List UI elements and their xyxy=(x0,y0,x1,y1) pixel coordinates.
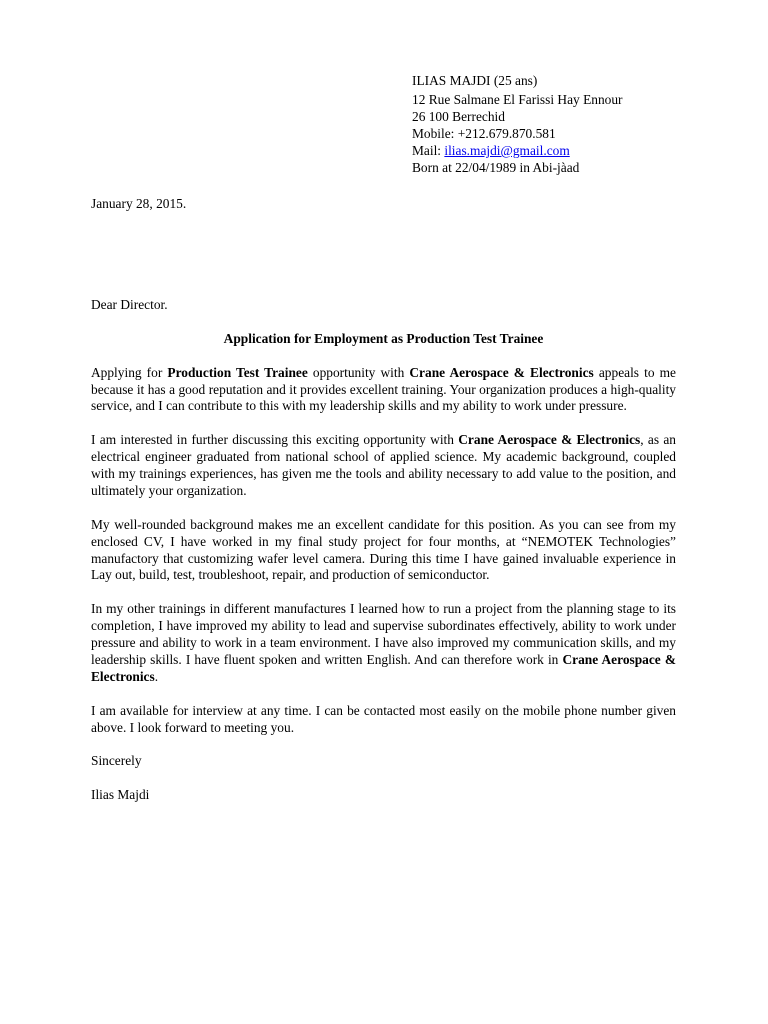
letter-date: January 28, 2015. xyxy=(91,196,187,211)
paragraph-4-text-b: . xyxy=(154,668,159,684)
letter-body xyxy=(91,297,676,821)
paragraph-1 xyxy=(91,365,676,416)
paragraph-1-text-b: opportunity with xyxy=(307,364,410,380)
sender-name: ILIAS MAJDI (25 ans) xyxy=(412,73,538,88)
sender-born: Born at 22/04/1989 in Abi-jàad xyxy=(412,160,580,175)
sender-address-line2: 26 100 Berrechid xyxy=(412,109,505,124)
paragraph-4-company-bold: Crane Aerospace & Electronics xyxy=(91,651,676,684)
signature: Ilias Majdi xyxy=(91,787,150,803)
subject-line: Application for Employment as Production Test Trainee xyxy=(223,330,544,346)
paragraph-2-text-b: , as an electrical engineer graduated from national school of applied science. My academic background, coupled with my trainings experiences, has given me the tools and ability necessary to add value to the position, and ultimately your organization. xyxy=(91,432,676,498)
paragraph-2-company-bold: Crane Aerospace & Electronics xyxy=(458,432,641,448)
paragraph-2-text-a: I am interested in further discussing this exciting opportunity with xyxy=(91,432,459,448)
sender-block xyxy=(412,72,623,176)
paragraph-4-text-a: In my other trainings in different manufactures I learned how to run a project from the planning stage to its completion, I have improved my ability to lead and supervise subordinates effectively, ability to work under pressure and ability to work in a team environment. I have also improved my communication skills, and my leadership skills. I have fluent spoken and written English. And can therefore work in xyxy=(91,601,676,667)
paragraph-1-text-c: appeals to me because it has a good reputation and it provides excellent training. Your organization produces a high-quality service, and I can contribute to this with my leadership skills and my ability to work under pressure. xyxy=(91,364,676,414)
sender-mobile: Mobile: +212.679.870.581 xyxy=(412,126,556,141)
paragraph-1-position-bold: Production Test Trainee xyxy=(167,364,308,380)
paragraph-4 xyxy=(91,601,676,686)
sender-mail-label: Mail: xyxy=(412,143,445,158)
salutation: Dear Director. xyxy=(91,297,168,312)
paragraph-5: I am available for interview at any time. I can be contacted most easily on the mobile phone number given above. I look forward to meeting you. xyxy=(91,702,676,735)
paragraph-3: My well-rounded background makes me an excellent candidate for this position. As you can see from my enclosed CV, I have worked in my final study project for four months, at “NEMOTEK Technologies” manufactory that customizing wafer level camera. During this time I have gained invaluable experience in Lay out, build, test, troubleshoot, repair, and production of semiconductor. xyxy=(91,516,676,583)
sender-email-link[interactable]: ilias.majdi@gmail.com xyxy=(444,143,570,158)
paragraph-1-company-bold: Crane Aerospace & Electronics xyxy=(409,364,594,380)
paragraph-2 xyxy=(91,432,676,500)
sender-address-line1: 12 Rue Salmane El Farissi Hay Ennour xyxy=(412,92,623,107)
closing: Sincerely xyxy=(91,753,142,769)
paragraph-1-text-a: Applying for xyxy=(91,364,168,380)
sender-mail xyxy=(412,142,623,159)
